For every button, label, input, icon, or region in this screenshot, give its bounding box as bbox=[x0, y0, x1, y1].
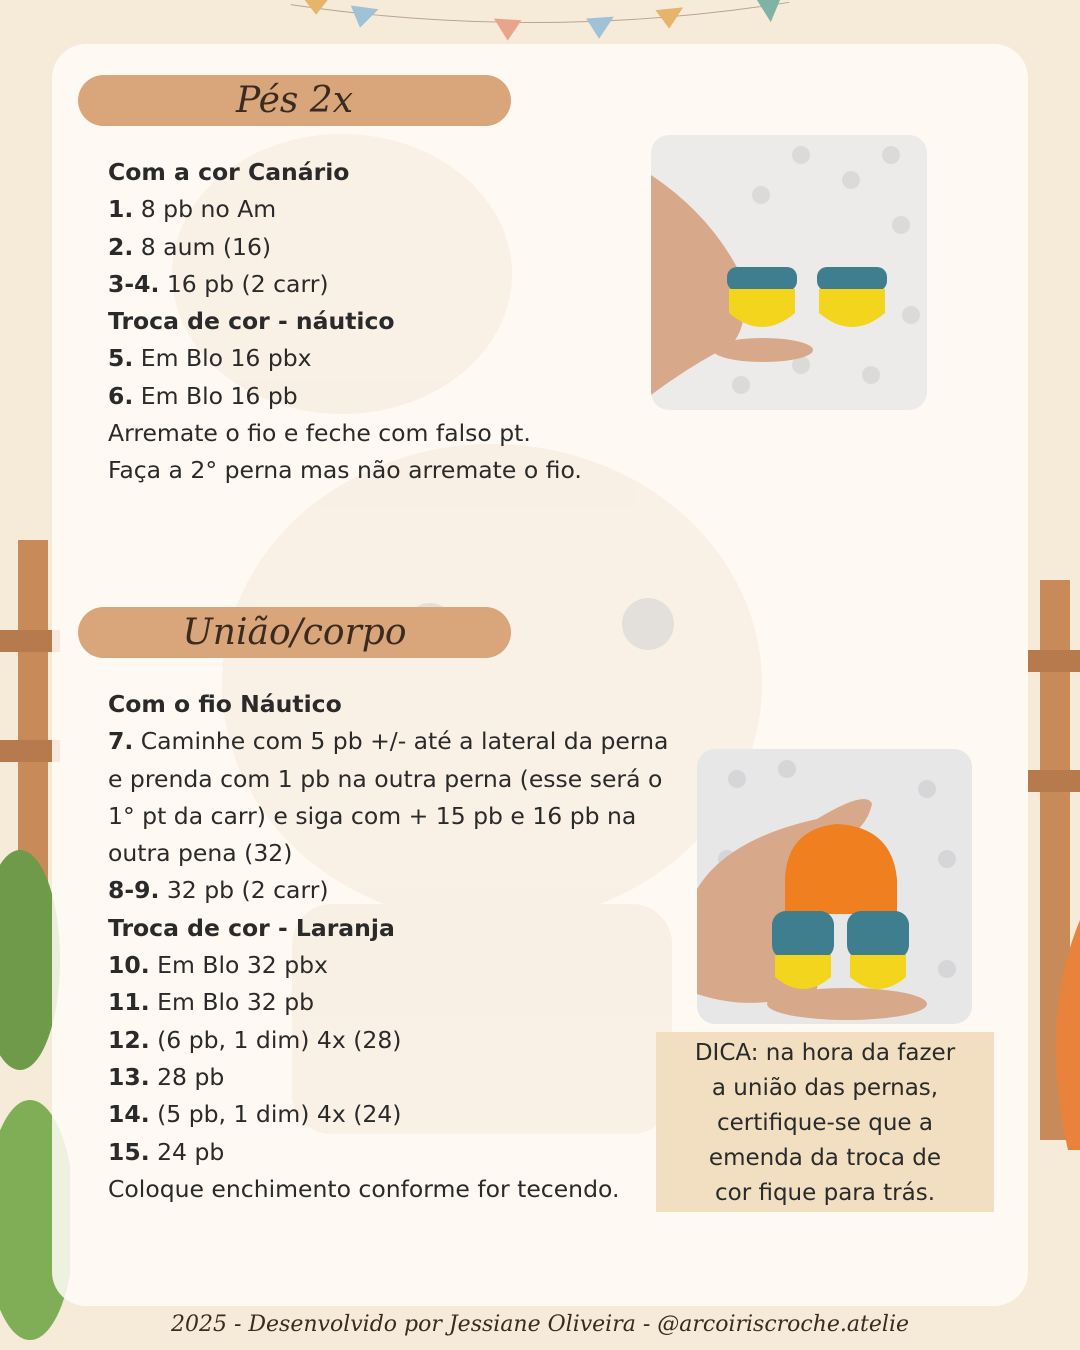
body-line: 13. 28 pb bbox=[108, 1062, 225, 1091]
body-line: 15. 24 pb bbox=[108, 1137, 225, 1166]
body-line: Com o fio Náutico bbox=[108, 690, 342, 718]
body-photo-illustration bbox=[697, 749, 972, 1024]
body-photo bbox=[697, 749, 972, 1024]
tip-text bbox=[656, 1036, 994, 1211]
feet-line: Troca de cor - náutico bbox=[108, 307, 395, 336]
body-line: 14. (5 pb, 1 dim) 4x (24) bbox=[108, 1100, 402, 1129]
body-line: 10. Em Blo 32 pbx bbox=[108, 951, 328, 980]
tip-line: emenda da troca de bbox=[708, 1145, 942, 1171]
body-line: Coloque enchimento conforme for tecendo. bbox=[108, 1174, 620, 1203]
tip-line: DICA: na hora da fazer bbox=[694, 1040, 956, 1066]
feet-line: Arremate o fio e feche com falso pt. bbox=[108, 419, 531, 448]
feet-photo bbox=[651, 135, 927, 410]
body-line: 7. Caminhe com 5 pb +/- até a lateral da perna e prenda com 1 pb na outra perna (esse será o 1° pt da carr) e siga com + 15 pb e 16 pb na outra pena (32) bbox=[108, 727, 669, 868]
tip-line: certifique-se que a bbox=[717, 1110, 933, 1136]
feet-line: 3-4. 16 pb (2 carr) bbox=[108, 269, 329, 298]
feet-line: 6. Em Blo 16 pb bbox=[108, 381, 298, 410]
tip-line: a união das pernas, bbox=[711, 1075, 939, 1101]
body-instructions bbox=[108, 686, 688, 1208]
tip-box bbox=[656, 1032, 994, 1212]
feet-line: 1. 8 pb no Am bbox=[108, 195, 277, 224]
feet-line: Com a cor Canário bbox=[108, 158, 350, 186]
feet-photo-illustration bbox=[651, 135, 927, 410]
section-title-feet: Pés 2x bbox=[78, 75, 511, 126]
tip-line: cor fique para trás. bbox=[714, 1180, 936, 1206]
footer-credit: 2025 - Desenvolvido por Jessiane Oliveira - @arcoiriscroche.atelie bbox=[170, 1312, 909, 1337]
feet-line: 5. Em Blo 16 pbx bbox=[108, 344, 312, 373]
bonfire-right bbox=[1028, 900, 1080, 1200]
section-title-body: União/corpo bbox=[78, 607, 511, 658]
feet-line: Faça a 2° perna mas não arremate o fio. bbox=[108, 456, 582, 485]
body-line: Troca de cor - Laranja bbox=[108, 913, 395, 942]
feet-line: 2. 8 aum (16) bbox=[108, 232, 272, 261]
body-line: 12. (6 pb, 1 dim) 4x (28) bbox=[108, 1025, 402, 1054]
body-line: 8-9. 32 pb (2 carr) bbox=[108, 876, 329, 905]
feet-instructions bbox=[108, 154, 628, 490]
body-line: 11. Em Blo 32 pb bbox=[108, 988, 315, 1017]
